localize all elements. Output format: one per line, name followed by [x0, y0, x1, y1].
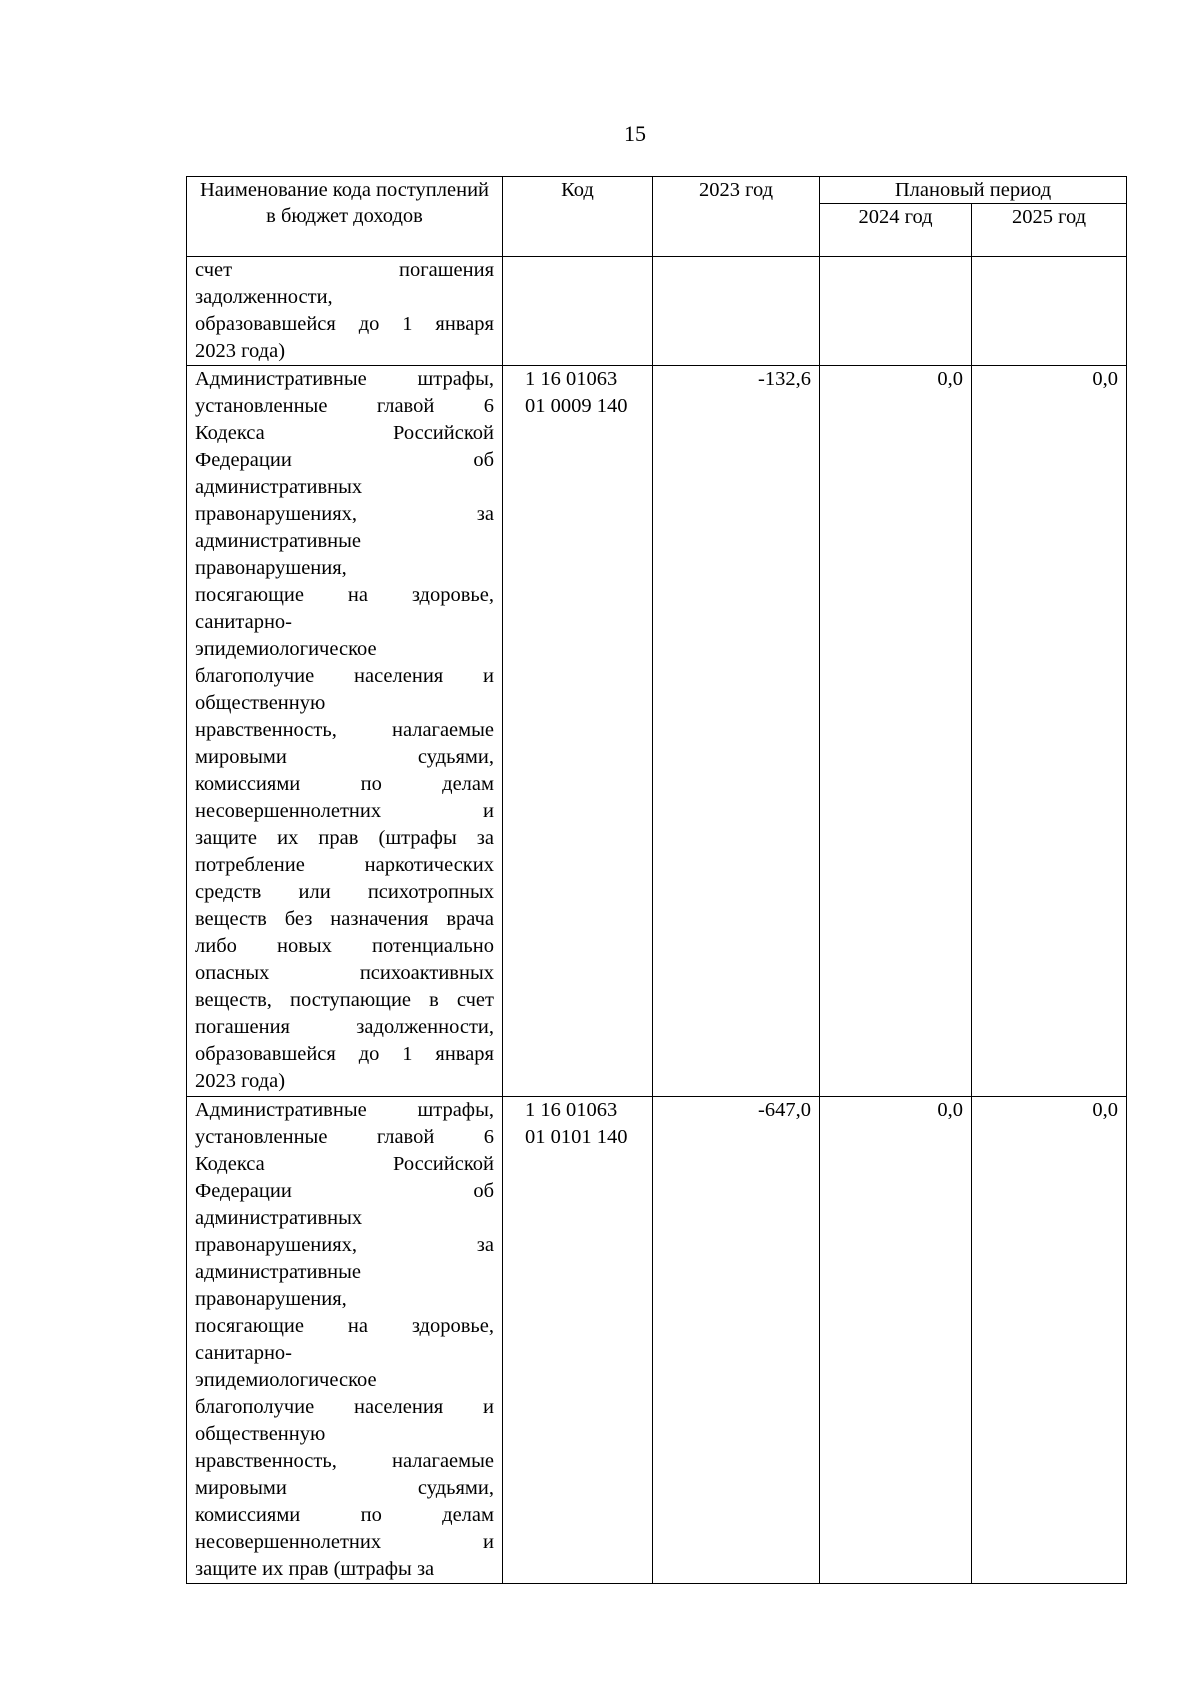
row-name-line: опасных психоактивных — [195, 962, 494, 984]
row-name — [187, 257, 503, 366]
row-name-line: общественную — [195, 692, 326, 714]
row-name-line: Административные штрафы, — [195, 1099, 494, 1121]
row-code — [503, 257, 653, 366]
row-code-line1: 1 16 01063 — [525, 368, 618, 390]
row-name-line: защите их прав (штрафы за — [195, 1558, 435, 1580]
page-number: 15 — [624, 121, 646, 146]
row-code-line1: 1 16 01063 — [525, 1099, 618, 1121]
row-name-line: 2023 года) — [195, 1070, 286, 1092]
row-name-line: Кодекса Российской — [195, 422, 494, 444]
row-name-line: правонарушениях, за — [195, 1234, 494, 1256]
row-name-line: потребление наркотических — [195, 854, 494, 876]
row-name-line: погашения задолженности, — [195, 1016, 494, 1038]
row-name-line: эпидемиологическое — [195, 638, 377, 660]
row-name-line: правонарушения, — [195, 557, 347, 579]
row-name-line: Федерации об — [195, 449, 494, 471]
row-name-line: установленные главой 6 — [195, 395, 494, 417]
row-value-2024: 0,0 — [820, 366, 972, 1097]
row-name-line: санитарно- — [195, 1342, 292, 1364]
row-name-line: Кодекса Российской — [195, 1153, 494, 1175]
row-name-line: административных — [195, 1207, 363, 1229]
row-value-2025: 0,0 — [972, 1097, 1127, 1584]
header-name: Наименование кода поступлений в бюджет доходов — [187, 177, 503, 257]
table-row — [187, 257, 1127, 366]
row-value-2024: 0,0 — [820, 1097, 972, 1584]
table-row — [187, 366, 1127, 1097]
row-name-line: эпидемиологическое — [195, 1369, 377, 1391]
row-code-line2: 01 0009 140 — [525, 395, 628, 417]
row-value-2025: 0,0 — [972, 366, 1127, 1097]
row-name-line: несовершеннолетних и — [195, 800, 494, 822]
header-2024: 2024 год — [820, 204, 972, 257]
table-header — [187, 177, 1127, 257]
row-name-line: Федерации об — [195, 1180, 494, 1202]
row-value-2023: -132,6 — [653, 366, 820, 1097]
row-name-line: установленные главой 6 — [195, 1126, 494, 1148]
row-value-2025 — [972, 257, 1127, 366]
row-value-2023: -647,0 — [653, 1097, 820, 1584]
row-name-line: счет погашения — [195, 259, 494, 281]
header-code: Код — [503, 177, 653, 257]
header-planned-period: Плановый период — [820, 177, 1127, 204]
row-name — [187, 366, 503, 1097]
row-name-line: средств или психотропных — [195, 881, 494, 903]
row-name-line: правонарушения, — [195, 1288, 347, 1310]
row-value-2024 — [820, 257, 972, 366]
row-name-line: административные — [195, 1261, 361, 1283]
row-value-2023 — [653, 257, 820, 366]
row-name-line: защите их прав (штрафы за — [195, 827, 494, 849]
row-code-line2: 01 0101 140 — [525, 1126, 628, 1148]
header-2025: 2025 год — [972, 204, 1127, 257]
row-name-line: нравственность, налагаемые — [195, 1450, 494, 1472]
row-name-line: санитарно- — [195, 611, 292, 633]
row-name-line: образовавшейся до 1 января — [195, 313, 494, 335]
row-name-line: мировыми судьями, — [195, 746, 494, 768]
row-name — [187, 1097, 503, 1584]
row-name-line: Административные штрафы, — [195, 368, 494, 390]
row-name-line: задолженности, — [195, 286, 333, 308]
row-name-line: административных — [195, 476, 363, 498]
row-code — [503, 366, 653, 1097]
table-row — [187, 1097, 1127, 1584]
row-name-line: мировыми судьями, — [195, 1477, 494, 1499]
row-name-line: посягающие на здоровье, — [195, 584, 494, 606]
row-name-line: посягающие на здоровье, — [195, 1315, 494, 1337]
header-2023: 2023 год — [653, 177, 820, 257]
row-name-line: нравственность, налагаемые — [195, 719, 494, 741]
row-name-line: комиссиями по делам — [195, 1504, 494, 1526]
revenue-table — [186, 176, 1127, 1584]
row-name-line: несовершеннолетних и — [195, 1531, 494, 1553]
row-code — [503, 1097, 653, 1584]
row-name-line: комиссиями по делам — [195, 773, 494, 795]
row-name-line: либо новых потенциально — [195, 935, 494, 957]
row-name-line: правонарушениях, за — [195, 503, 494, 525]
row-name-line: веществ, поступающие в счет — [195, 989, 494, 1011]
row-name-line: административные — [195, 530, 361, 552]
row-name-line: благополучие населения и — [195, 1396, 494, 1418]
row-name-line: веществ без назначения врача — [195, 908, 494, 930]
row-name-line: благополучие населения и — [195, 665, 494, 687]
row-name-line: общественную — [195, 1423, 326, 1445]
row-name-line: образовавшейся до 1 января — [195, 1043, 494, 1065]
row-name-line: 2023 года) — [195, 340, 286, 362]
